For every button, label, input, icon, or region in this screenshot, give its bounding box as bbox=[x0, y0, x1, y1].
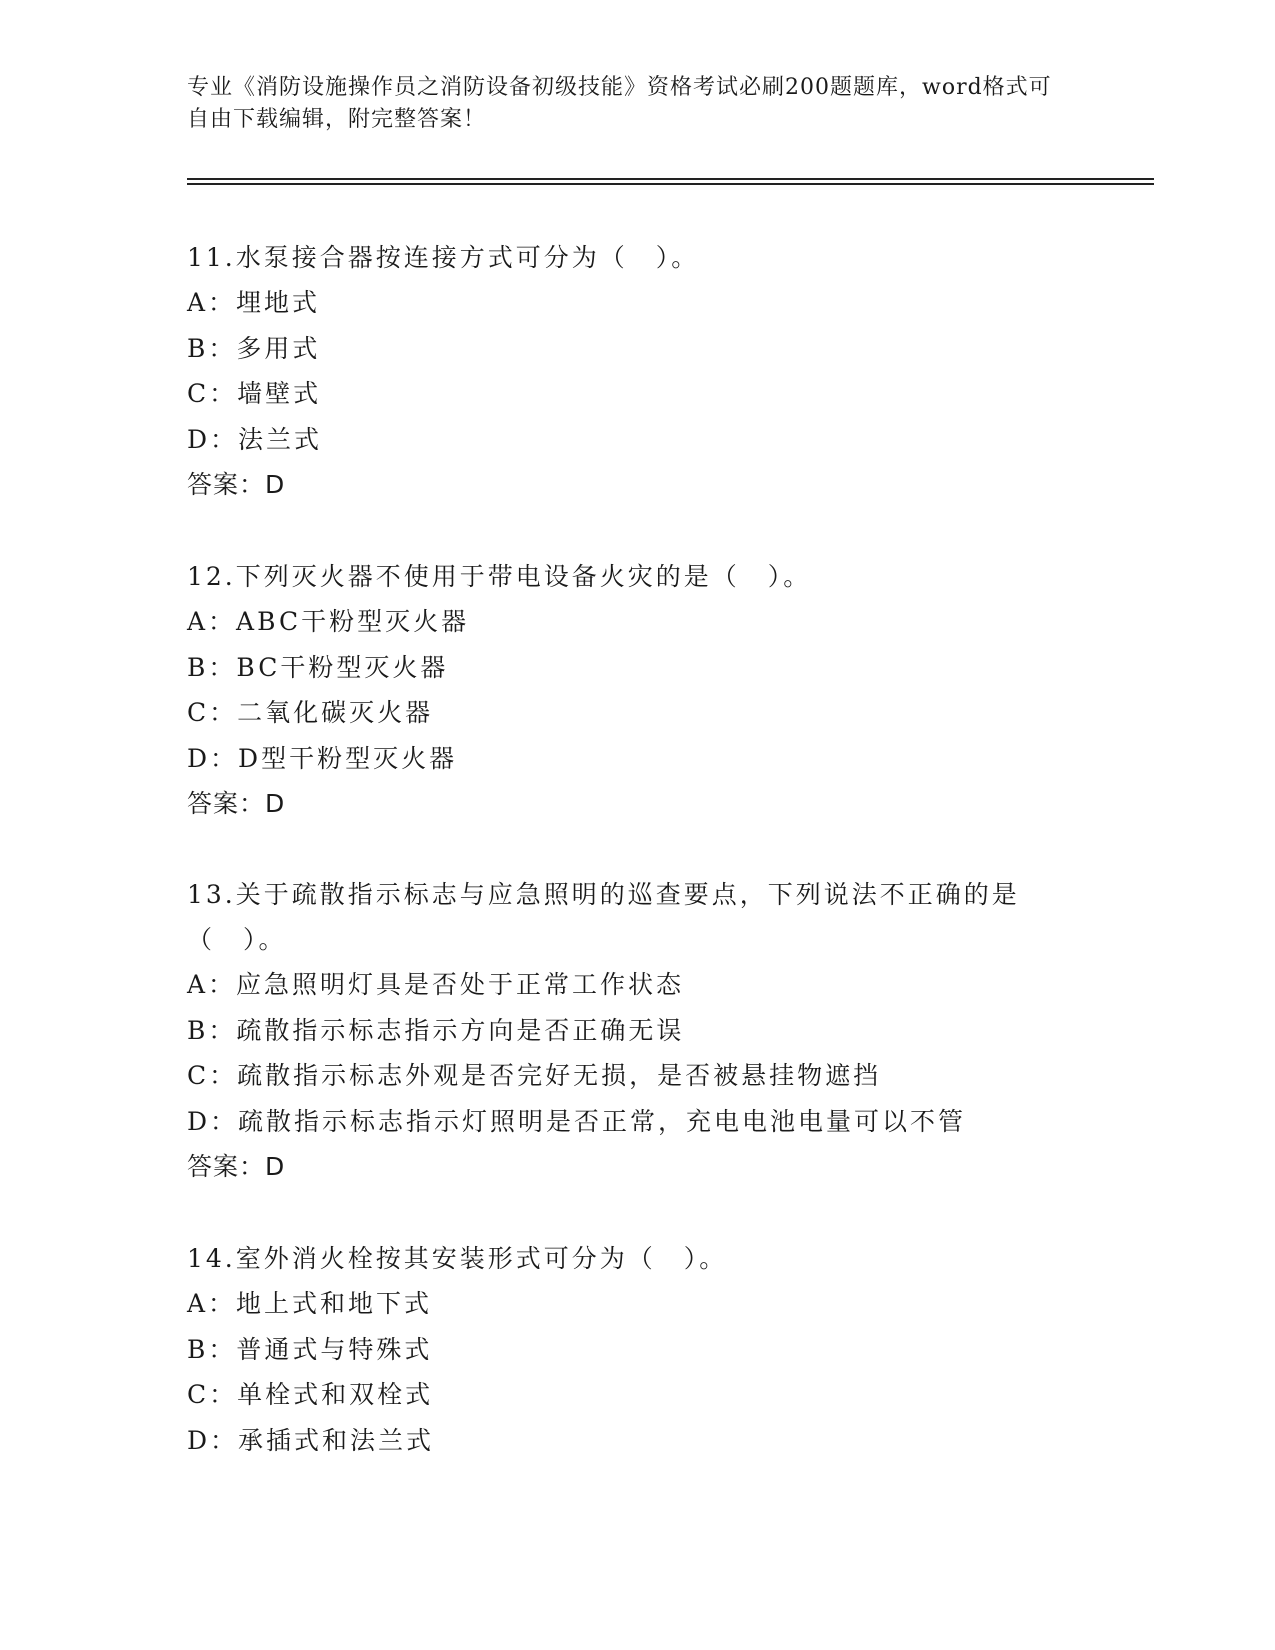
answer-line: 答案：D bbox=[187, 1152, 286, 1181]
option-d: D：法兰式 bbox=[187, 424, 323, 454]
header-rule-top bbox=[187, 178, 1154, 180]
answer-line: 答案：D bbox=[187, 789, 286, 818]
question-stem: 13.关于疏散指示标志与应急照明的巡查要点，下列说法不正确的是（ ）。 bbox=[187, 880, 1020, 954]
question-13 bbox=[187, 872, 1087, 1189]
question-14 bbox=[187, 1236, 1087, 1463]
option-b: B：普通式与特殊式 bbox=[187, 1334, 433, 1364]
option-b: B：BC干粉型灭火器 bbox=[187, 652, 449, 682]
option-a: A：埋地式 bbox=[187, 288, 321, 317]
option-c: C：单栓式和双栓式 bbox=[187, 1380, 434, 1409]
option-d: D：疏散指示标志指示灯照明是否正常，充电电池电量可以不管 bbox=[187, 1106, 967, 1136]
answer-line: 答案：D bbox=[187, 470, 286, 499]
question-11 bbox=[187, 235, 1087, 507]
option-a: A：地上式和地下式 bbox=[187, 1289, 433, 1318]
question-12 bbox=[187, 554, 1087, 826]
option-a: A：应急照明灯具是否处于正常工作状态 bbox=[187, 970, 685, 999]
header-rule-bottom bbox=[187, 183, 1154, 185]
option-a: A：ABC干粉型灭火器 bbox=[187, 607, 470, 636]
option-c: C：疏散指示标志外观是否完好无损，是否被悬挂物遮挡 bbox=[187, 1061, 882, 1090]
option-b: B：疏散指示标志指示方向是否正确无误 bbox=[187, 1015, 685, 1045]
question-stem: 14.室外消火栓按其安装形式可分为（ ）。 bbox=[187, 1244, 728, 1273]
option-d: D：D型干粉型灭火器 bbox=[187, 743, 458, 773]
question-stem: 12.下列灭火器不使用于带电设备火灾的是（ ）。 bbox=[187, 562, 812, 591]
option-c: C：二氧化碳灭火器 bbox=[187, 698, 434, 727]
option-d: D：承插式和法兰式 bbox=[187, 1425, 435, 1455]
question-stem: 11.水泵接合器按连接方式可分为（ ）。 bbox=[187, 243, 700, 272]
option-c: C：墙壁式 bbox=[187, 379, 322, 408]
document-header: 专业《消防设施操作员之消防设备初级技能》资格考试必刷200题题库，word格式可自由下载编辑，附完整答案！ bbox=[187, 75, 1052, 132]
option-b: B：多用式 bbox=[187, 333, 321, 363]
